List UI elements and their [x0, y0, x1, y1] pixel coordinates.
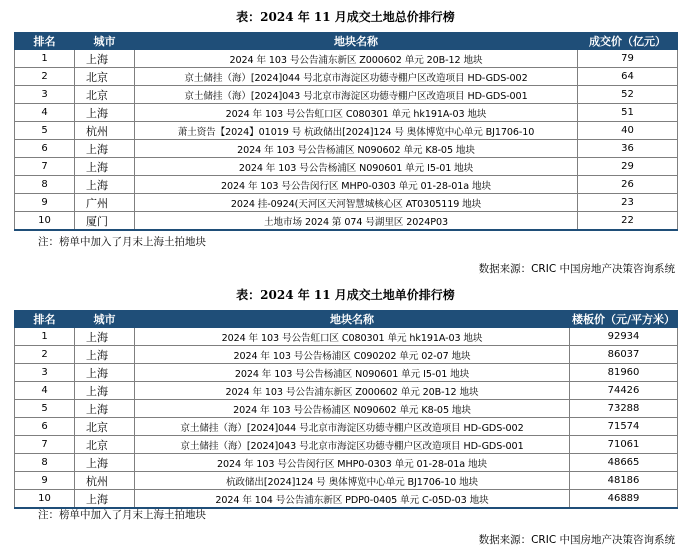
table-row: [15, 122, 678, 140]
table-row: [15, 176, 678, 194]
value-cell: 48186: [570, 472, 678, 490]
rank-cell: 9: [15, 472, 75, 490]
value-cell: 71574: [570, 418, 678, 436]
table-body: [15, 328, 678, 509]
header-city: 城市: [75, 33, 135, 50]
table-row: [15, 140, 678, 158]
land-name-cell: 京土储挂（海）[2024]043 号北京市海淀区功德寺棚户区改造项目 HD-GDS-001: [135, 436, 570, 454]
header-price: 成交价（亿元）: [578, 33, 678, 50]
table-row: [15, 328, 678, 346]
rank-cell: 8: [15, 454, 75, 472]
land-name-cell: 2024 年 103 号公告虹口区 C080301 单元 hk191A-03 地块: [135, 328, 570, 346]
rank-cell: 5: [15, 122, 75, 140]
rank-cell: 4: [15, 104, 75, 122]
land-name-cell: 2024 年 103 号公告杨浦区 N090602 单元 K8-05 地块: [135, 400, 570, 418]
table-body: [15, 50, 678, 231]
rank-cell: 6: [15, 418, 75, 436]
land-name-cell: 2024 挂-0924(天河区天河智慧城核心区 AT0305119 地块: [135, 194, 578, 212]
table-row: [15, 212, 678, 231]
table2-source: 数据来源：CRIC 中国房地产决策咨询系统: [478, 534, 675, 546]
city-cell: 杭州: [75, 122, 135, 140]
city-cell: 杭州: [75, 472, 135, 490]
header-rank: 排名: [15, 33, 75, 50]
rank-cell: 1: [15, 328, 75, 346]
city-cell: 上海: [75, 382, 135, 400]
table-row: [15, 364, 678, 382]
value-cell: 22: [578, 212, 678, 231]
land-name-cell: 2024 年 104 号公告浦东新区 PDP0-0405 单元 C-05D-03 地块: [135, 490, 570, 509]
value-cell: 52: [578, 86, 678, 104]
rank-cell: 10: [15, 212, 75, 231]
unit-price-ranking-section: [14, 287, 677, 509]
total-price-ranking-section: [14, 9, 677, 231]
land-name-cell: 2024 年 103 号公告杨浦区 C090202 单元 02-07 地块: [135, 346, 570, 364]
table-header-row: [15, 311, 678, 328]
land-name-cell: 2024 年 103 号公告杨浦区 N090601 单元 I5-01 地块: [135, 364, 570, 382]
city-cell: 上海: [75, 400, 135, 418]
table-row: [15, 50, 678, 68]
rank-cell: 5: [15, 400, 75, 418]
value-cell: 81960: [570, 364, 678, 382]
header-land-name: 地块名称: [135, 33, 578, 50]
value-cell: 79: [578, 50, 678, 68]
table-row: [15, 194, 678, 212]
land-name-cell: 2024 年 103 号公告杨浦区 N090601 单元 I5-01 地块: [135, 158, 578, 176]
land-name-cell: 2024 年 103 号公告闵行区 MHP0-0303 单元 01-28-01a 地块: [135, 454, 570, 472]
table-title: 表：2024 年 11 月成交土地单价排行榜: [236, 288, 455, 302]
value-cell: 71061: [570, 436, 678, 454]
value-cell: 29: [578, 158, 678, 176]
rank-cell: 6: [15, 140, 75, 158]
land-name-cell: 2024 年 103 号公告杨浦区 N090602 单元 K8-05 地块: [135, 140, 578, 158]
header-floor-price: 楼板价（元/平方米）: [570, 311, 678, 328]
table-title: 表：2024 年 11 月成交土地总价排行榜: [236, 10, 455, 24]
rank-cell: 9: [15, 194, 75, 212]
value-cell: 73288: [570, 400, 678, 418]
rank-cell: 3: [15, 86, 75, 104]
table-row: [15, 158, 678, 176]
land-name-cell: 京土储挂（海）[2024]044 号北京市海淀区功德寺棚户区改造项目 HD-GDS-002: [135, 418, 570, 436]
land-name-cell: 杭政储出[2024]124 号 奥体博览中心单元 BJ1706-10 地块: [135, 472, 570, 490]
table-row: [15, 104, 678, 122]
table-row: [15, 346, 678, 364]
value-cell: 48665: [570, 454, 678, 472]
total-price-ranking-table: [14, 32, 678, 231]
city-cell: 北京: [75, 68, 135, 86]
city-cell: 上海: [75, 158, 135, 176]
city-cell: 上海: [75, 176, 135, 194]
value-cell: 74426: [570, 382, 678, 400]
value-cell: 40: [578, 122, 678, 140]
table2-note: 注：榜单中加入了月末上海土拍地块: [38, 509, 206, 521]
city-cell: 北京: [75, 436, 135, 454]
city-cell: 上海: [75, 364, 135, 382]
rank-cell: 4: [15, 382, 75, 400]
city-cell: 北京: [75, 86, 135, 104]
table-row: [15, 86, 678, 104]
land-name-cell: 2024 年 103 号公告浦东新区 Z000602 单元 20B-12 地块: [135, 50, 578, 68]
rank-cell: 7: [15, 436, 75, 454]
table-header-row: [15, 33, 678, 50]
table-row: [15, 436, 678, 454]
city-cell: 上海: [75, 346, 135, 364]
rank-cell: 7: [15, 158, 75, 176]
value-cell: 26: [578, 176, 678, 194]
header-rank: 排名: [15, 311, 75, 328]
city-cell: 上海: [75, 104, 135, 122]
table-row: [15, 418, 678, 436]
land-name-cell: 萧土资告【2024】01019 号 杭政储出[2024]124 号 奥体博览中心单元 BJ1706-10: [135, 122, 578, 140]
table-row: [15, 400, 678, 418]
rank-cell: 3: [15, 364, 75, 382]
value-cell: 46889: [570, 490, 678, 509]
city-cell: 北京: [75, 418, 135, 436]
land-name-cell: 2024 年 103 号公告浦东新区 Z000602 单元 20B-12 地块: [135, 382, 570, 400]
table-row: [15, 382, 678, 400]
value-cell: 92934: [570, 328, 678, 346]
header-land-name: 地块名称: [135, 311, 570, 328]
table-row: [15, 490, 678, 509]
city-cell: 上海: [75, 328, 135, 346]
land-name-cell: 2024 年 103 号公告闵行区 MHP0-0303 单元 01-28-01a 地块: [135, 176, 578, 194]
value-cell: 64: [578, 68, 678, 86]
table-row: [15, 454, 678, 472]
table-row: [15, 68, 678, 86]
city-cell: 厦门: [75, 212, 135, 231]
rank-cell: 8: [15, 176, 75, 194]
land-name-cell: 土地市场 2024 第 074 号湖里区 2024P03: [135, 212, 578, 231]
rank-cell: 10: [15, 490, 75, 509]
table-row: [15, 472, 678, 490]
land-name-cell: 京土储挂（海）[2024]043 号北京市海淀区功德寺棚户区改造项目 HD-GDS-001: [135, 86, 578, 104]
city-cell: 上海: [75, 140, 135, 158]
value-cell: 36: [578, 140, 678, 158]
city-cell: 上海: [75, 490, 135, 509]
table1-note: 注：榜单中加入了月末上海土拍地块: [38, 236, 206, 248]
city-cell: 广州: [75, 194, 135, 212]
city-cell: 上海: [75, 454, 135, 472]
unit-price-ranking-table: [14, 310, 678, 509]
header-city: 城市: [75, 311, 135, 328]
value-cell: 51: [578, 104, 678, 122]
rank-cell: 1: [15, 50, 75, 68]
city-cell: 上海: [75, 50, 135, 68]
value-cell: 86037: [570, 346, 678, 364]
rank-cell: 2: [15, 68, 75, 86]
land-name-cell: 2024 年 103 号公告虹口区 C080301 单元 hk191A-03 地块: [135, 104, 578, 122]
rank-cell: 2: [15, 346, 75, 364]
value-cell: 23: [578, 194, 678, 212]
table1-source: 数据来源：CRIC 中国房地产决策咨询系统: [478, 263, 675, 275]
land-name-cell: 京土储挂（海）[2024]044 号北京市海淀区功德寺棚户区改造项目 HD-GDS-002: [135, 68, 578, 86]
